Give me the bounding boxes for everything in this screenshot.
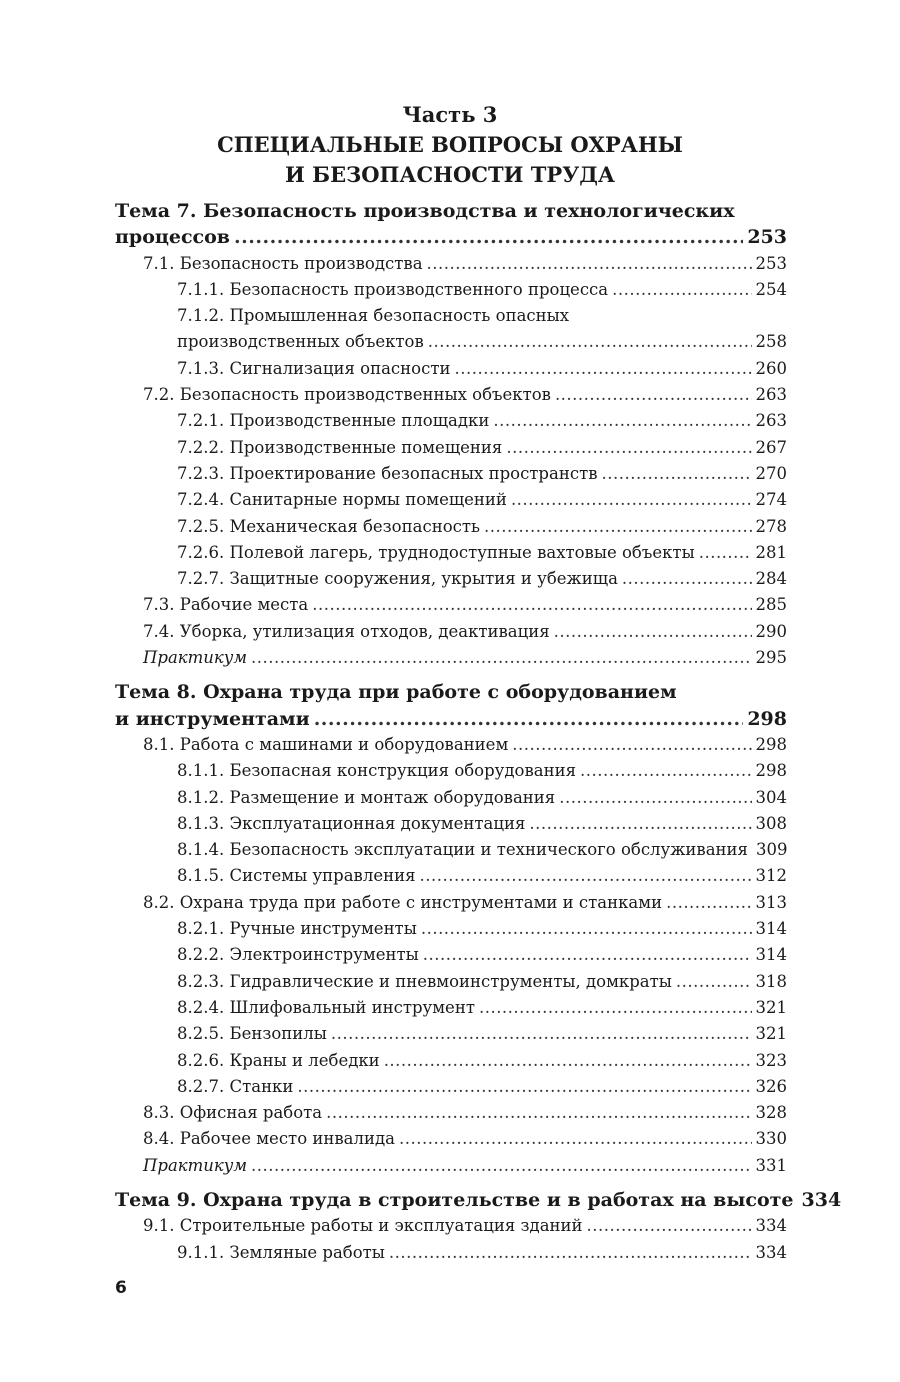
toc-entry[interactable]	[115, 1100, 787, 1126]
toc-entry-title: 8.3. Офисная работа	[143, 1103, 323, 1123]
dot-leader	[423, 942, 752, 968]
dot-leader	[529, 811, 751, 837]
dot-leader	[297, 1074, 751, 1100]
toc-entry[interactable]	[115, 837, 787, 863]
dot-leader	[602, 461, 752, 487]
toc-entry[interactable]	[115, 566, 787, 592]
toc-entry[interactable]	[115, 356, 787, 382]
toc-entry-page: 270	[755, 463, 787, 483]
toc-entry-title: 7.1.3. Сигнализация опасности	[177, 358, 451, 378]
toc-entry[interactable]	[115, 916, 787, 942]
toc-entry-practicum[interactable]	[115, 1153, 787, 1179]
toc-entry-page: 274	[755, 490, 787, 510]
toc-entry-title: 8.2.5. Бензопилы	[177, 1024, 327, 1044]
toc-entry[interactable]	[115, 758, 787, 784]
dot-leader	[420, 863, 752, 889]
dot-leader	[312, 592, 751, 618]
toc-entry-page: 253	[747, 226, 787, 249]
toc-entry-title: 8.2. Охрана труда при работе с инструментами и станками	[143, 892, 663, 912]
dot-leader	[699, 540, 752, 566]
toc-entry[interactable]	[115, 1021, 787, 1047]
toc-entry[interactable]	[115, 435, 787, 461]
toc-entry-page: 331	[755, 1155, 787, 1175]
toc-entry[interactable]	[115, 1126, 787, 1152]
toc-entry-title: процессов	[115, 226, 231, 249]
toc-entry-page: 267	[755, 437, 787, 457]
toc-entry-title: 7.4. Уборка, утилизация отходов, деактивация	[143, 621, 550, 641]
toc-entry-page: 326	[755, 1076, 787, 1096]
toc-entry[interactable]	[115, 811, 787, 837]
toc-entry-page: 298	[755, 734, 787, 754]
toc-entry-line2[interactable]	[177, 329, 787, 355]
dot-leader	[234, 224, 743, 250]
dot-leader	[580, 758, 751, 784]
toc-entry-title: 8.1. Работа с машинами и оборудованием	[143, 734, 509, 754]
toc-entry-title: 8.2.6. Краны и лебедки	[177, 1050, 380, 1070]
toc-entry-title: 7.2.2. Производственные помещения	[177, 437, 503, 457]
dot-leader	[493, 408, 751, 434]
toc-entry-page: 321	[755, 997, 787, 1017]
dot-leader	[454, 356, 751, 382]
dot-leader	[666, 890, 751, 916]
toc-entry-page: 313	[755, 892, 787, 912]
toc-entry-page: 281	[755, 542, 787, 562]
toc-entry[interactable]	[115, 540, 787, 566]
toc-entry-title: 7.1. Безопасность производства	[143, 253, 423, 273]
toc-entry-page: 309	[755, 840, 788, 860]
toc-entry-title-line1: 7.1.2. Промышленная безопасность опасных	[177, 306, 570, 326]
toc-entry-page: 263	[755, 385, 787, 405]
toc-entry-title: 8.4. Рабочее место инвалида	[143, 1129, 395, 1149]
toc-entry-title: Практикум	[143, 1155, 248, 1175]
toc-entry-title: 9.1. Строительные работы и эксплуатация зданий	[143, 1216, 583, 1236]
toc-entry-title: 8.2.7. Станки	[177, 1076, 294, 1096]
dot-leader	[389, 1240, 752, 1266]
toc-entry-page: 298	[747, 707, 787, 730]
dot-leader	[512, 732, 751, 758]
toc-entry[interactable]	[115, 1074, 787, 1100]
theme-heading[interactable]	[115, 679, 787, 732]
toc-entry-title: 7.1.1. Безопасность производственного процесса	[177, 279, 609, 299]
toc-entry-page: 285	[755, 595, 787, 615]
theme-heading-line1: Тема 8. Охрана труда при работе с оборудованием	[115, 681, 677, 704]
dot-leader	[511, 487, 752, 513]
toc-entry[interactable]	[115, 1240, 787, 1266]
toc-entry-title: 7.2.7. Защитные сооружения, укрытия и убежища	[177, 569, 618, 589]
part-title-line1: СПЕЦИАЛЬНЫЕ ВОПРОСЫ ОХРАНЫ	[217, 132, 683, 157]
toc-entry-page: 314	[755, 945, 787, 965]
toc-entry[interactable]	[115, 863, 787, 889]
toc-entry-practicum[interactable]	[115, 645, 787, 671]
toc-entry-title: 7.3. Рабочие места	[143, 595, 309, 615]
toc-entry-page: 314	[755, 919, 787, 939]
toc-entry[interactable]	[115, 619, 787, 645]
toc-entry[interactable]	[115, 303, 787, 356]
toc-entry-page: 260	[755, 358, 787, 378]
theme-heading[interactable]	[115, 198, 787, 251]
dot-leader	[587, 1213, 752, 1239]
part-label: Часть 3	[402, 102, 498, 127]
toc-entry-title: 7.2.6. Полевой лагерь, труднодоступные вахтовые объекты	[177, 542, 695, 562]
toc-entry-page: 334	[755, 1242, 787, 1262]
dot-leader	[554, 619, 752, 645]
toc-entry-title: 8.2.2. Электроинструменты	[177, 945, 419, 965]
toc-entry[interactable]	[115, 1213, 787, 1239]
toc-entry-title: 8.2.1. Ручные инструменты	[177, 919, 417, 939]
theme-heading-line1: Тема 7. Безопасность производства и технологических	[115, 200, 735, 222]
toc-entry[interactable]	[115, 1048, 787, 1074]
dot-leader	[427, 251, 752, 277]
dot-leader	[612, 277, 751, 303]
toc-entry-title: 7.2.1. Производственные площадки	[177, 411, 490, 431]
toc-entry-page: 330	[755, 1129, 787, 1149]
toc-entry-page: 312	[755, 866, 787, 886]
toc-theme-7	[115, 198, 787, 671]
toc-entry[interactable]	[115, 461, 787, 487]
toc-entry-title: 9.1.1. Земляные работы	[177, 1242, 385, 1262]
part-title-line2: И БЕЗОПАСНОСТИ ТРУДА	[284, 162, 616, 187]
dot-leader	[251, 1153, 751, 1179]
toc-theme-8	[115, 679, 787, 1179]
page-number: 6	[115, 1278, 127, 1298]
toc-entry[interactable]	[115, 251, 787, 277]
toc-entry[interactable]	[115, 969, 787, 995]
toc-entry-title: и инструментами	[115, 707, 310, 730]
toc-entry-page: 298	[755, 761, 787, 781]
toc-entry[interactable]	[115, 995, 787, 1021]
toc-entry[interactable]	[115, 408, 787, 434]
toc-entry-page: 308	[755, 813, 787, 833]
dot-leader	[331, 1021, 752, 1047]
toc-entry-title: Тема 9. Охрана труда в строительстве и в работах на высоте	[115, 1188, 794, 1211]
toc-entry-title: 8.1.2. Размещение и монтаж оборудования	[177, 787, 556, 807]
theme-heading[interactable]	[115, 1187, 842, 1213]
dot-leader	[326, 1100, 751, 1126]
toc-entry[interactable]	[115, 732, 787, 758]
toc-entry-title: 7.2.4. Санитарные нормы помещений	[177, 490, 507, 510]
dot-leader	[484, 514, 752, 540]
theme-heading-line2[interactable]	[115, 224, 787, 250]
toc-entry-title: 8.2.4. Шлифовальный инструмент	[177, 997, 475, 1017]
toc-entry[interactable]	[115, 942, 787, 968]
toc-entry-page: 263	[755, 411, 787, 431]
toc-entry-title: 8.1.5. Системы управления	[177, 866, 416, 886]
toc-entry[interactable]	[115, 514, 787, 540]
dot-leader	[506, 435, 751, 461]
part-header	[0, 100, 900, 190]
dot-leader	[676, 969, 752, 995]
dot-leader	[428, 329, 752, 355]
toc-entry-page: 284	[755, 569, 787, 589]
toc-entry[interactable]	[115, 382, 787, 408]
dot-leader	[559, 785, 751, 811]
toc-entry-title: 8.2.3. Гидравлические и пневмоинструменты, домкраты	[177, 971, 672, 991]
toc-entry-title: 8.1.4. Безопасность эксплуатации и технического обслуживания	[177, 840, 748, 860]
toc-entry-title: 7.2.5. Механическая безопасность	[177, 516, 480, 536]
theme-heading-line2[interactable]	[115, 706, 787, 732]
dot-leader	[622, 566, 752, 592]
dot-leader	[479, 995, 752, 1021]
toc-entry-title: Практикум	[143, 648, 248, 668]
dot-leader	[384, 1048, 752, 1074]
dot-leader	[399, 1126, 752, 1152]
toc-entry-page: 295	[755, 648, 787, 668]
toc-entry-page: 321	[755, 1024, 787, 1044]
toc-entry-page: 278	[755, 516, 787, 536]
toc-entry-page: 254	[755, 279, 787, 299]
toc-entry-title: 8.1.1. Безопасная конструкция оборудования	[177, 761, 577, 781]
toc-entry-title: производственных объектов	[177, 332, 424, 352]
toc-entry-page: 253	[755, 253, 787, 273]
dot-leader	[555, 382, 752, 408]
toc-entry[interactable]	[115, 487, 787, 513]
dot-leader	[314, 706, 744, 732]
toc-entry[interactable]	[115, 785, 787, 811]
toc-entry-page: 318	[755, 971, 787, 991]
toc-entry-page: 334	[801, 1188, 842, 1211]
toc-entry-title: 7.2. Безопасность производственных объектов	[143, 385, 551, 405]
toc-entry-page: 334	[755, 1216, 787, 1236]
toc-entry-title: 8.1.3. Эксплуатационная документация	[177, 813, 526, 833]
table-of-contents	[115, 198, 842, 1266]
toc-theme-9	[115, 1187, 842, 1266]
dot-leader	[251, 645, 751, 671]
dot-leader	[421, 916, 752, 942]
toc-entry[interactable]	[115, 890, 787, 916]
toc-entry-page: 328	[755, 1103, 787, 1123]
toc-entry[interactable]	[115, 277, 787, 303]
toc-entry[interactable]	[115, 592, 787, 618]
toc-entry-page: 304	[755, 787, 787, 807]
toc-entry-page: 323	[755, 1050, 787, 1070]
toc-entry-title: 7.2.3. Проектирование безопасных пространств	[177, 463, 598, 483]
toc-entry-page: 290	[755, 621, 787, 641]
toc-entry-page: 258	[755, 332, 787, 352]
